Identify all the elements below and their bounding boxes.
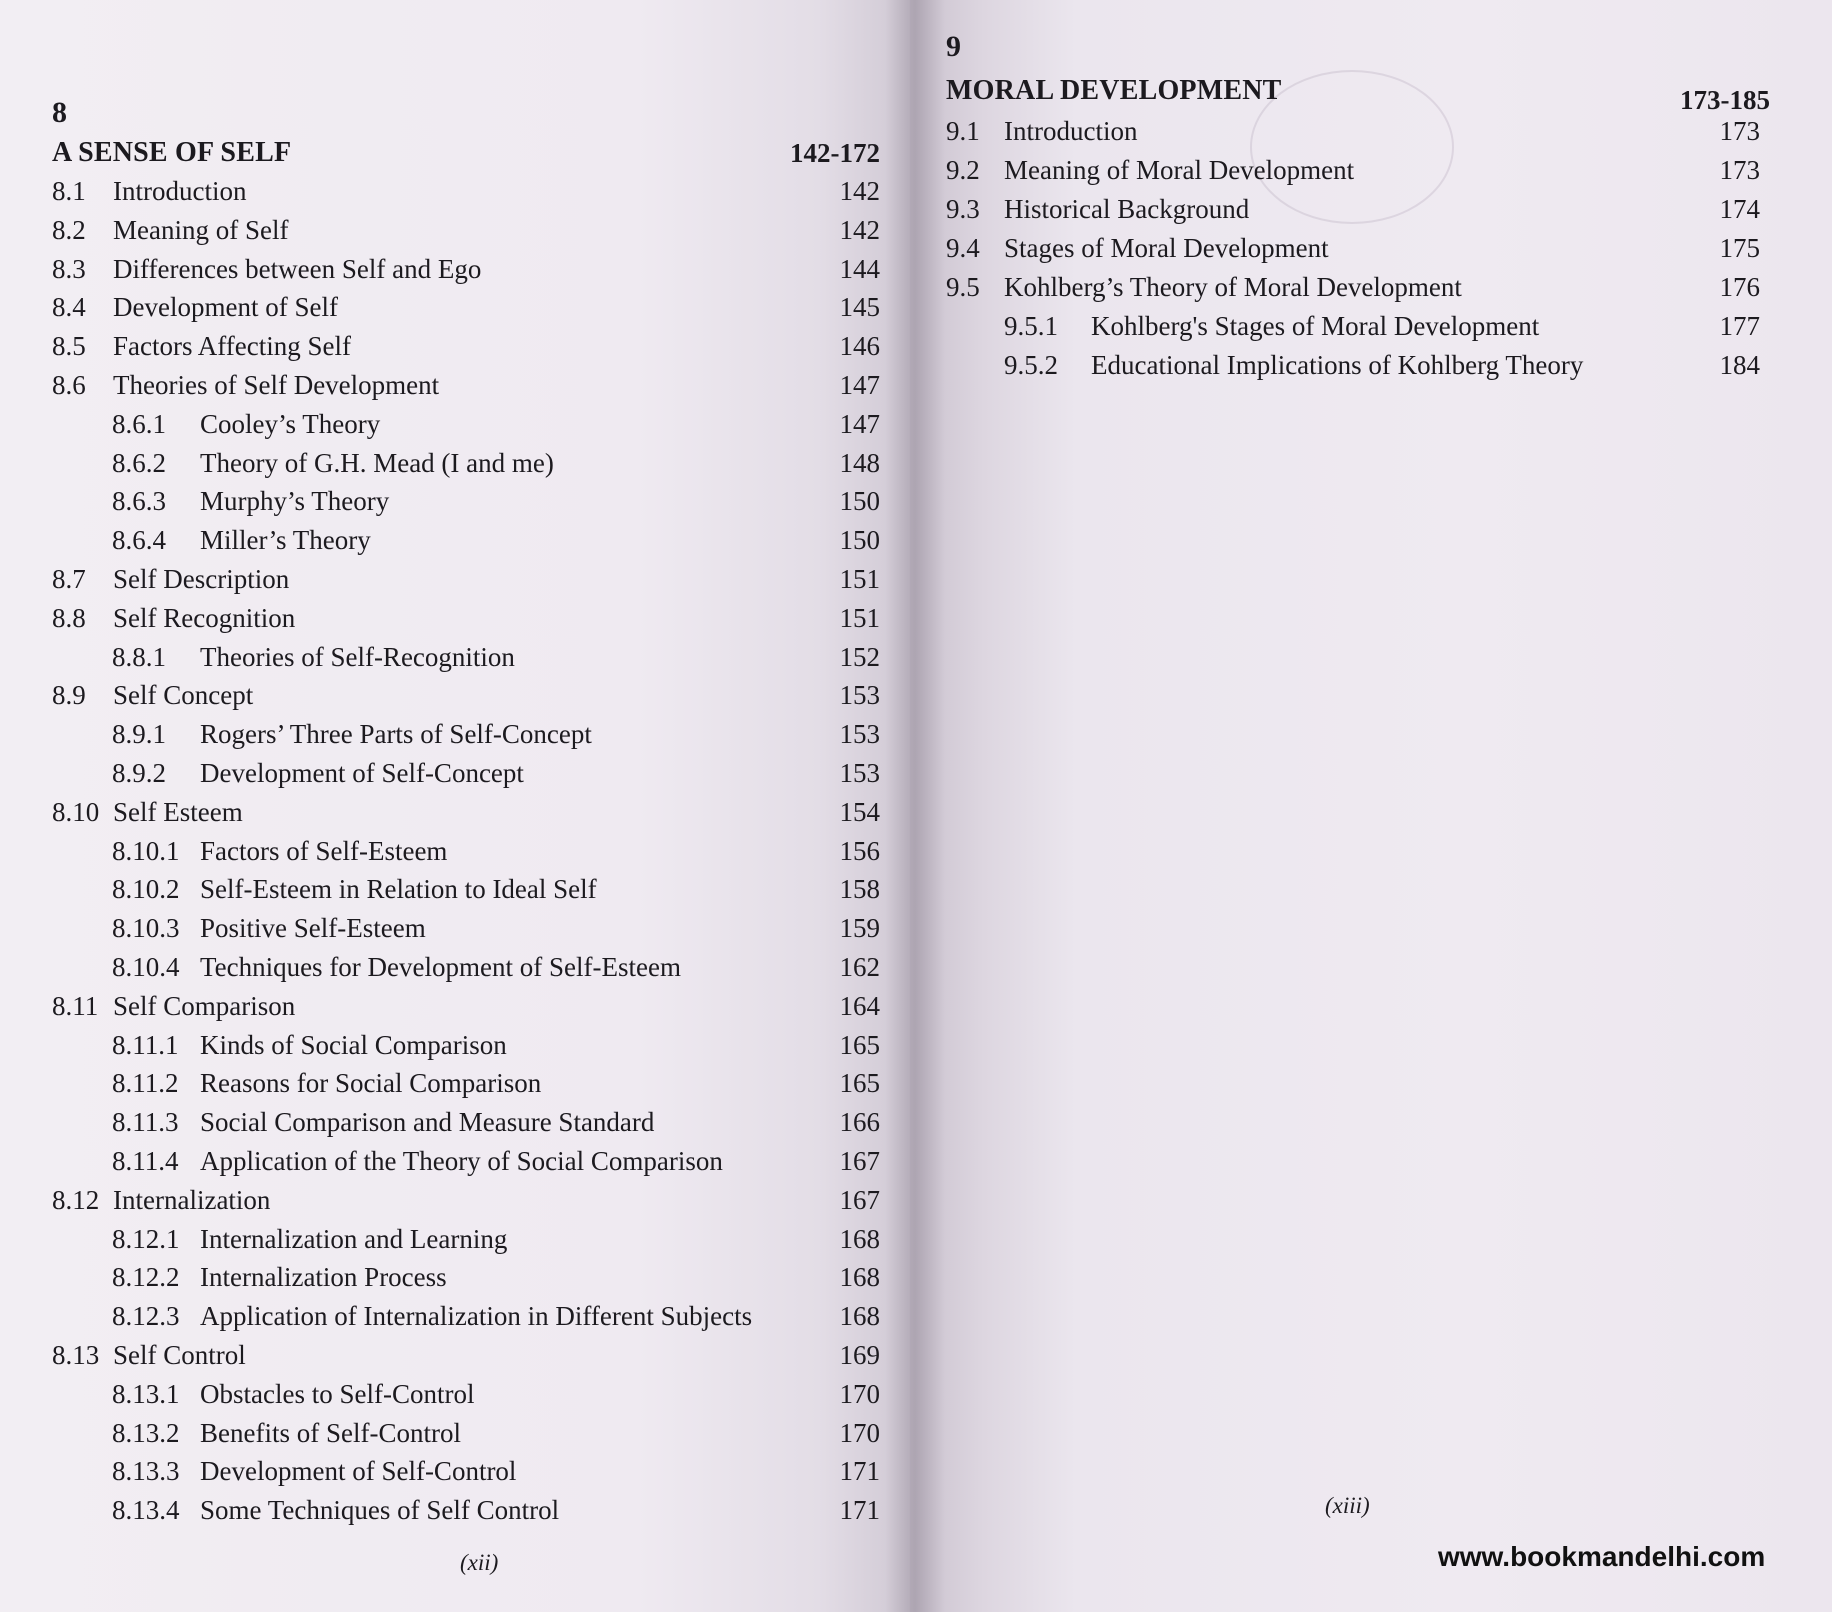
section-title: Self Control bbox=[113, 1340, 246, 1370]
section-title: Reasons for Social Comparison bbox=[200, 1068, 542, 1099]
section-number: 8.6.4 bbox=[112, 525, 166, 556]
section-number: 8.6.1 bbox=[112, 408, 166, 439]
page-number: 142 bbox=[839, 176, 880, 206]
section-number: 9.2 bbox=[946, 155, 980, 185]
page-number: 150 bbox=[839, 525, 880, 556]
page-number: 168 bbox=[839, 1262, 880, 1293]
toc-entry bbox=[0, 676, 905, 714]
section-title: Stages of Moral Development bbox=[1004, 233, 1329, 263]
section-title: Development of Self-Control bbox=[200, 1456, 517, 1487]
toc-entry bbox=[0, 1026, 905, 1064]
toc-entry bbox=[0, 1103, 905, 1141]
toc-entry bbox=[910, 229, 1810, 267]
toc-entry bbox=[0, 870, 905, 908]
section-number: 8.4 bbox=[52, 292, 86, 323]
section-title: Social Comparison and Measure Standard bbox=[200, 1107, 655, 1138]
section-title: Factors Affecting Self bbox=[113, 331, 351, 362]
section-number: 8.2 bbox=[52, 214, 86, 245]
page-number: 165 bbox=[839, 1068, 880, 1099]
toc-entry bbox=[0, 1142, 905, 1180]
toc-entry bbox=[0, 793, 905, 831]
section-title: Internalization Process bbox=[200, 1262, 447, 1293]
section-title: Self Description bbox=[113, 564, 290, 594]
toc-entry bbox=[0, 1064, 905, 1102]
section-title: Cooley’s Theory bbox=[200, 408, 381, 439]
toc-entry bbox=[0, 211, 905, 249]
section-number: 8.11.1 bbox=[112, 1029, 179, 1060]
page-number: 171 bbox=[839, 1456, 880, 1487]
section-number: 9.3 bbox=[946, 194, 980, 224]
page-number: 153 bbox=[839, 758, 880, 788]
section-number: 8.10.4 bbox=[112, 952, 180, 982]
section-number: 8.11.2 bbox=[112, 1068, 179, 1099]
page-number: 153 bbox=[839, 719, 880, 750]
section-title: Kohlberg’s Theory of Moral Development bbox=[1004, 272, 1462, 302]
page-number: 152 bbox=[839, 641, 880, 672]
section-number: 8.13 bbox=[52, 1340, 100, 1370]
section-title: Factors of Self-Esteem bbox=[200, 835, 448, 866]
page-number: 177 bbox=[1719, 311, 1760, 341]
section-title: Theory of G.H. Mead (I and me) bbox=[200, 447, 554, 478]
page-number: 176 bbox=[1719, 272, 1760, 302]
page-number: 167 bbox=[839, 1146, 880, 1176]
section-title: Development of Self bbox=[113, 292, 338, 323]
page-number: 173 bbox=[1719, 155, 1760, 185]
section-title: Differences between Self and Ego bbox=[113, 253, 482, 284]
section-number: 8.9.1 bbox=[112, 719, 166, 750]
chapter-number: 9 bbox=[946, 30, 961, 63]
section-number: 8.9 bbox=[52, 680, 86, 711]
page-number: 154 bbox=[839, 796, 880, 827]
chapter-title: A SENSE OF SELF bbox=[52, 137, 292, 168]
section-title: Application of Internalization in Different Subjects bbox=[200, 1301, 753, 1332]
page-number: 184 bbox=[1719, 350, 1760, 380]
section-title: Self Comparison bbox=[113, 990, 296, 1021]
page-number: 151 bbox=[839, 602, 880, 633]
section-title: Development of Self-Concept bbox=[200, 758, 524, 788]
section-number: 8.12.3 bbox=[112, 1301, 180, 1332]
section-title: Theories of Self-Recognition bbox=[200, 641, 515, 672]
section-title: Techniques for Development of Self-Esteem bbox=[200, 952, 681, 982]
section-title: Introduction bbox=[113, 176, 247, 206]
toc-entry bbox=[0, 638, 905, 676]
toc-entry bbox=[0, 1220, 905, 1258]
toc-entry bbox=[0, 327, 905, 365]
chapter-title: MORAL DEVELOPMENT bbox=[946, 75, 1282, 106]
section-number: 9.4 bbox=[946, 233, 980, 263]
toc-entry bbox=[0, 832, 905, 870]
section-title: Benefits of Self-Control bbox=[200, 1417, 461, 1448]
toc-entry bbox=[0, 715, 905, 753]
toc-entry bbox=[910, 346, 1810, 384]
page-number: 146 bbox=[839, 331, 880, 362]
section-number: 9.5.2 bbox=[1004, 350, 1058, 380]
section-title: Application of the Theory of Social Comparison bbox=[200, 1146, 723, 1176]
book-gutter bbox=[885, 0, 945, 1612]
section-title: Murphy’s Theory bbox=[200, 486, 390, 517]
toc-entry bbox=[0, 250, 905, 288]
toc-entry bbox=[0, 1375, 905, 1413]
toc-entry bbox=[0, 987, 905, 1025]
page-number: 148 bbox=[839, 447, 880, 478]
section-number: 8.13.2 bbox=[112, 1417, 180, 1448]
toc-entry bbox=[0, 366, 905, 404]
section-number: 8.6.3 bbox=[112, 486, 166, 517]
section-title: Self-Esteem in Relation to Ideal Self bbox=[200, 874, 597, 905]
toc-entry bbox=[910, 307, 1810, 345]
section-title: Kinds of Social Comparison bbox=[200, 1029, 507, 1060]
toc-entry bbox=[0, 1181, 905, 1219]
page-number-label: (xiii) bbox=[1325, 1493, 1370, 1518]
toc-entry bbox=[910, 190, 1810, 228]
page-number: 168 bbox=[839, 1223, 880, 1254]
toc-entry bbox=[0, 1258, 905, 1296]
toc-entry bbox=[0, 405, 905, 443]
section-number: 8.6.2 bbox=[112, 447, 166, 478]
page-number: 147 bbox=[839, 370, 880, 400]
section-number: 8.11 bbox=[52, 990, 99, 1021]
toc-entry bbox=[0, 948, 905, 986]
section-number: 8.7 bbox=[52, 564, 86, 594]
toc-entry bbox=[0, 754, 905, 792]
section-title: Internalization bbox=[113, 1184, 271, 1215]
section-number: 8.13.3 bbox=[112, 1456, 180, 1487]
section-number: 8.12 bbox=[52, 1184, 100, 1215]
section-number: 8.5 bbox=[52, 331, 86, 362]
toc-entry bbox=[910, 151, 1810, 189]
toc-entry bbox=[0, 1491, 905, 1529]
section-title: Theories of Self Development bbox=[113, 370, 440, 400]
section-number: 8.11.3 bbox=[112, 1107, 179, 1138]
page-number: 165 bbox=[839, 1029, 880, 1060]
section-title: Positive Self-Esteem bbox=[200, 913, 426, 944]
chapter-number: 8 bbox=[52, 96, 67, 129]
toc-entry bbox=[0, 172, 905, 210]
chapter-page-range: 142-172 bbox=[790, 138, 880, 168]
toc-entry bbox=[910, 268, 1810, 306]
section-title: Meaning of Self bbox=[113, 214, 289, 245]
toc-entry bbox=[0, 444, 905, 482]
section-title: Rogers’ Three Parts of Self-Concept bbox=[200, 719, 592, 750]
page-number: 147 bbox=[839, 408, 880, 439]
toc-entry bbox=[0, 599, 905, 637]
page-number: 170 bbox=[839, 1378, 880, 1409]
section-title: Self Concept bbox=[113, 680, 254, 711]
page-number: 166 bbox=[839, 1107, 880, 1138]
section-number: 8.1 bbox=[52, 176, 86, 206]
section-number: 8.13.1 bbox=[112, 1378, 180, 1409]
page-number: 170 bbox=[839, 1417, 880, 1448]
toc-entry bbox=[0, 1452, 905, 1490]
chapter-page-range: 173-185 bbox=[1680, 85, 1770, 115]
page-number: 168 bbox=[839, 1301, 880, 1332]
section-title: Historical Background bbox=[1004, 194, 1250, 224]
page-number: 167 bbox=[839, 1184, 880, 1215]
section-number: 9.1 bbox=[946, 116, 980, 146]
page-number: 142 bbox=[839, 214, 880, 245]
section-number: 8.10.2 bbox=[112, 874, 180, 905]
section-number: 8.10 bbox=[52, 796, 100, 827]
page-number: 153 bbox=[839, 680, 880, 711]
toc-entry bbox=[0, 482, 905, 520]
section-number: 8.8 bbox=[52, 602, 86, 633]
toc-entry bbox=[0, 521, 905, 559]
toc-entry bbox=[910, 112, 1810, 150]
section-number: 8.13.4 bbox=[112, 1495, 180, 1526]
section-number: 8.10.1 bbox=[112, 835, 180, 866]
section-title: Self Recognition bbox=[113, 602, 296, 633]
page-number: 164 bbox=[839, 990, 880, 1021]
section-title: Introduction bbox=[1004, 116, 1138, 146]
section-title: Educational Implications of Kohlberg Theory bbox=[1091, 350, 1584, 380]
section-title: Meaning of Moral Development bbox=[1004, 155, 1355, 185]
page-number: 150 bbox=[839, 486, 880, 517]
section-title: Some Techniques of Self Control bbox=[200, 1495, 560, 1526]
section-number: 9.5.1 bbox=[1004, 311, 1058, 341]
section-number: 8.3 bbox=[52, 253, 86, 284]
section-title: Obstacles to Self-Control bbox=[200, 1378, 475, 1409]
section-title: Internalization and Learning bbox=[200, 1223, 508, 1254]
section-title: Miller’s Theory bbox=[200, 525, 371, 556]
section-number: 8.10.3 bbox=[112, 913, 180, 944]
toc-entry bbox=[0, 909, 905, 947]
page-number: 175 bbox=[1719, 233, 1760, 263]
toc-entry bbox=[0, 1336, 905, 1374]
section-number: 8.11.4 bbox=[112, 1146, 179, 1176]
toc-entry bbox=[0, 1297, 905, 1335]
section-title: Self Esteem bbox=[113, 796, 243, 827]
toc-entry bbox=[0, 288, 905, 326]
page-number: 171 bbox=[839, 1495, 880, 1526]
website-watermark: www.bookmandelhi.com bbox=[1438, 1541, 1766, 1572]
section-number: 8.6 bbox=[52, 370, 86, 400]
right-page bbox=[910, 0, 1832, 1612]
section-number: 9.5 bbox=[946, 272, 980, 302]
page-number: 145 bbox=[839, 292, 880, 323]
section-number: 8.9.2 bbox=[112, 758, 166, 788]
page-number: 174 bbox=[1719, 194, 1760, 224]
section-number: 8.8.1 bbox=[112, 641, 166, 672]
page-number: 162 bbox=[839, 952, 880, 982]
page-number: 158 bbox=[839, 874, 880, 905]
page-number: 144 bbox=[839, 253, 880, 284]
toc-entry bbox=[0, 1414, 905, 1452]
page-number: 156 bbox=[839, 835, 880, 866]
toc-entry bbox=[0, 560, 905, 598]
section-number: 8.12.2 bbox=[112, 1262, 180, 1293]
page-number: 169 bbox=[839, 1340, 880, 1370]
page-number-label: (xii) bbox=[460, 1550, 499, 1575]
left-page bbox=[0, 0, 910, 1612]
page-number: 151 bbox=[839, 564, 880, 594]
page-number: 173 bbox=[1719, 116, 1760, 146]
section-number: 8.12.1 bbox=[112, 1223, 180, 1254]
page-number: 159 bbox=[839, 913, 880, 944]
section-title: Kohlberg's Stages of Moral Development bbox=[1091, 311, 1540, 341]
